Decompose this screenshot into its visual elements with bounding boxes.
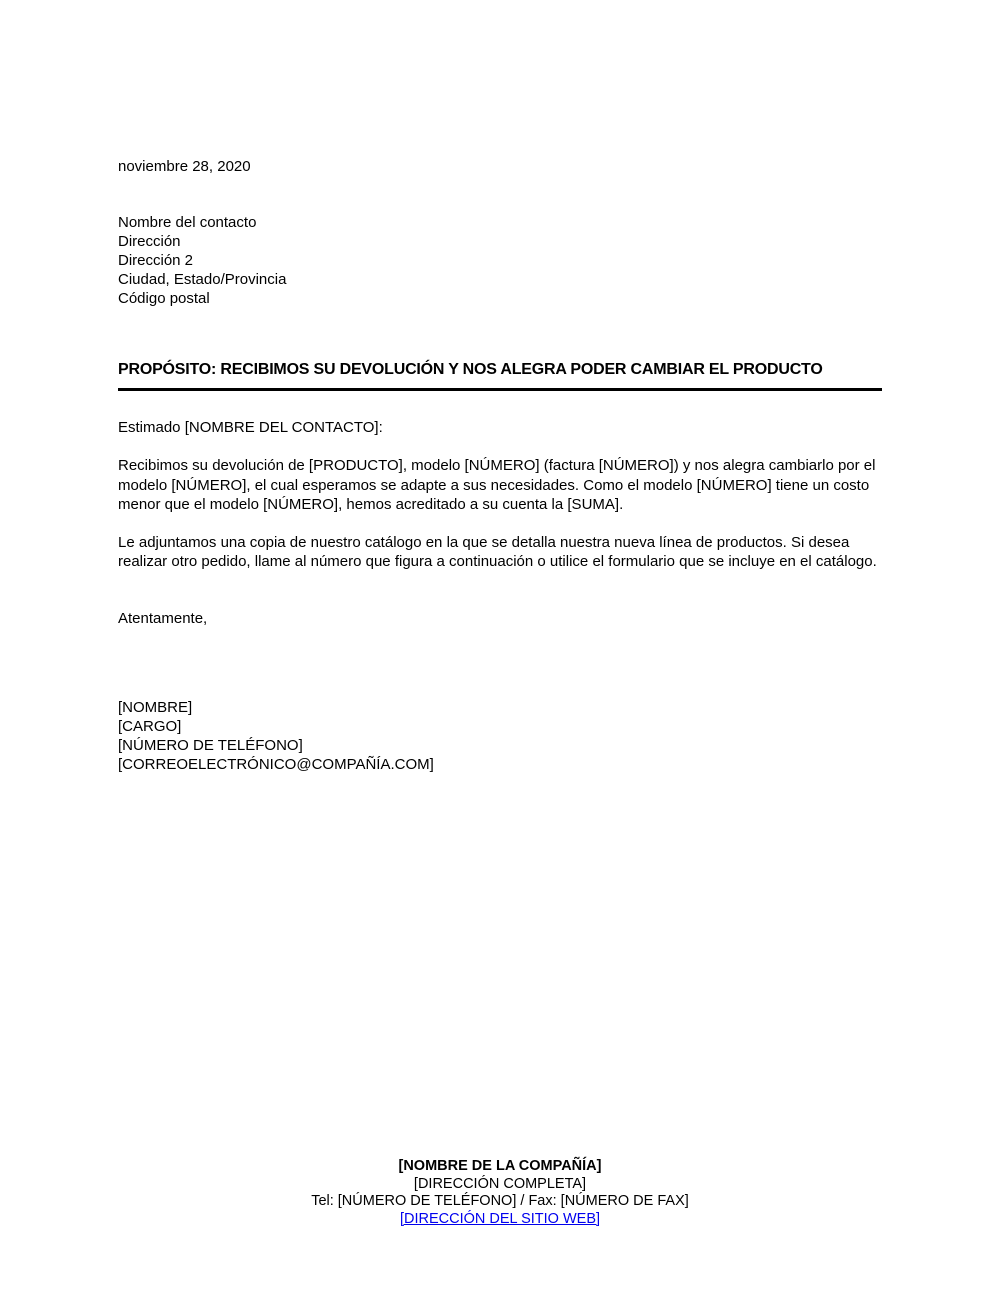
footer-company-address: [DIRECCIÓN COMPLETA] — [413, 1175, 587, 1192]
recipient-name: Nombre del contacto — [118, 214, 257, 231]
footer-block — [0, 1158, 1000, 1228]
signature-block — [118, 698, 882, 774]
salutation: Estimado [NOMBRE DEL CONTACTO]: — [118, 419, 383, 436]
letter-date: noviembre 28, 2020 — [118, 158, 251, 175]
footer-company-name: [NOMBRE DE LA COMPAÑÍA] — [398, 1158, 602, 1174]
body-paragraph-1: Recibimos su devolución de [PRODUCTO], modelo [NÚMERO] (factura [NÚMERO]) y nos alegra cambiarlo por el modelo [NÚMERO], el cual esperamos se adapte a sus necesidades. Como el modelo [NÚMERO] tiene un costo menor que el modelo [NÚMERO], hemos acreditado a su cuenta la [SUMA]. — [118, 457, 876, 513]
signature-phone: [NÚMERO DE TELÉFONO] — [118, 736, 303, 754]
recipient-address-1: Dirección — [118, 233, 181, 250]
subject-divider — [118, 388, 882, 391]
subject-heading: PROPÓSITO: RECIBIMOS SU DEVOLUCIÓN Y NOS ALEGRA PODER CAMBIAR EL PRODUCTO — [118, 361, 823, 378]
recipient-block — [118, 213, 882, 308]
signature-name: [NOMBRE] — [118, 698, 193, 716]
signature-email: [CORREOELECTRÓNICO@COMPAÑÍA.COM] — [118, 755, 434, 773]
footer-website-line — [0, 1211, 1000, 1229]
website-link[interactable]: [DIRECCIÓN DEL SITIO WEB] — [399, 1210, 601, 1227]
body-paragraph-2: Le adjuntamos una copia de nuestro catálogo en la que se detalla nuestra nueva línea de productos. Si desea realizar otro pedido, llame al número que figura a continuación o utilice el formulario que se incluye en el catálogo. — [118, 533, 877, 570]
closing: Atentamente, — [118, 609, 208, 627]
recipient-city-state: Ciudad, Estado/Provincia — [118, 271, 287, 288]
recipient-address-2: Dirección 2 — [118, 252, 194, 269]
footer-phone-fax: Tel: [NÚMERO DE TELÉFONO] / Fax: [NÚMERO DE FAX] — [311, 1193, 689, 1209]
recipient-postal-code: Código postal — [118, 290, 210, 307]
signature-title: [CARGO] — [118, 717, 182, 735]
